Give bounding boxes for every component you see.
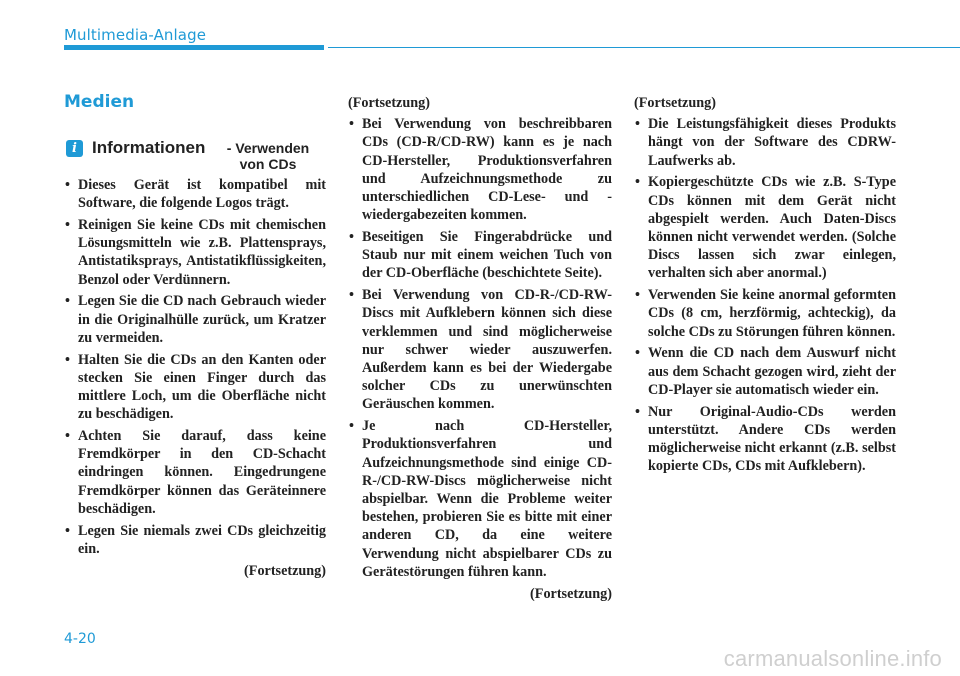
list-item: • Achten Sie darauf, dass keine Fremdkörper in den CD-Schacht eindringen können. Eingedrungene Fremdkörper können das Geräteinnere beschädigen. xyxy=(64,427,326,518)
list-item: • Verwenden Sie keine anormal geformten CDs (8 cm, herzförmig, achteckig), da solche CDs zu Störungen führen können. xyxy=(634,286,896,341)
list-item: • Reinigen Sie keine CDs mit chemischen Lösungsmitteln wie z.B. Plattensprays, Antistatiksprays, Antistatikflüssigkeiten, Benzol oder Verdünnern. xyxy=(64,216,326,289)
list-item: • Nur Original-Audio-CDs werden unterstützt. Andere CDs werden möglicherweise nicht erkannt (z.B. selbst kopierte CDs, CDs mit Aufklebern). xyxy=(634,403,896,476)
continued-heading: (Fortsetzung) xyxy=(348,95,430,111)
column-left xyxy=(64,176,326,580)
info-label: Informationen xyxy=(92,138,206,157)
list-item: • Die Leistungsfähigkeit dieses Produkts hängt von der Software des CDRW-Laufwerks ab. xyxy=(634,115,896,170)
watermark-text: carmanualsonline.info xyxy=(723,646,942,671)
list-item: • Kopiergeschützte CDs wie z.B. S-Type CDs können mit dem Gerät nicht abgespielt werden. Auch Daten-Discs können nicht verwendet werden. (Solche Discs lassen sich zwar einlegen, verhalten sich aber anormal.) xyxy=(634,173,896,282)
continued-note: (Fortsetzung) xyxy=(530,585,612,602)
list-item: • Bei Verwendung von beschreibbaren CDs (CD-R/CD-RW) kann es je nach CD-Hersteller, Produktionsverfahren und Aufzeichnungsmethode zu unterschiedlichen CD-Lese- und -wiedergabezeiten kommen. xyxy=(348,115,612,224)
info-subtitle xyxy=(218,140,318,172)
bullet-list xyxy=(634,115,896,475)
info-icon: i xyxy=(66,140,83,157)
bullet-list xyxy=(348,115,612,581)
info-subtitle-line2: von CDs xyxy=(239,156,297,172)
header-rule-line xyxy=(328,47,960,48)
continued-heading: (Fortsetzung) xyxy=(634,95,716,111)
list-item: • Halten Sie die CDs an den Kanten oder stecken Sie einen Finger durch das mittlere Loch, um die Oberfläche nicht zu beschädigen. xyxy=(64,351,326,424)
list-item: • Legen Sie die CD nach Gebrauch wieder in die Originalhülle zurück, um Kratzer zu vermeiden. xyxy=(64,292,326,347)
continued-note: (Fortsetzung) xyxy=(244,562,326,579)
bullet-list xyxy=(64,176,326,558)
list-item: • Beseitigen Sie Fingerabdrücke und Staub nur mit einem weichen Tuch von der CD-Oberfläche (beschichtete Seite). xyxy=(348,228,612,283)
section-title: Medien xyxy=(64,92,135,112)
info-subtitle-line1: - Verwenden xyxy=(226,140,310,156)
column-middle xyxy=(348,94,612,603)
info-heading xyxy=(66,136,328,176)
column-right xyxy=(634,94,896,479)
list-item: • Bei Verwendung von CD-R-/CD-RW-Discs mit Aufklebern können sich diese verklemmen und sind möglicherweise nur schwer wieder auszuwerfen. Außerdem kann es bei der Wiedergabe solcher CDs zu unerwünschten Geräuschen kommen. xyxy=(348,286,612,413)
list-item: • Wenn die CD nach dem Auswurf nicht aus dem Schacht gezogen wird, zieht der CD-Player sie automatisch wieder ein. xyxy=(634,344,896,399)
list-item: • Dieses Gerät ist kompatibel mit Software, die folgende Logos trägt. xyxy=(64,176,326,212)
list-item: • Legen Sie niemals zwei CDs gleichzeitig ein. xyxy=(64,522,326,558)
header-rule-accent xyxy=(64,45,324,50)
page-number: 4-20 xyxy=(64,631,96,647)
chapter-title: Multimedia-Anlage xyxy=(64,26,207,44)
list-item: • Je nach CD-Hersteller, Produktionsverfahren und Aufzeichnungsmethode sind einige CD-R-/CD-RW-Discs möglicherweise nicht abspielbar. Wenn die Probleme weiter bestehen, probieren Sie es bitte mit einer anderen CD, da eine weitere Verwendung nicht abspielbarer CDs zu Gerätestörungen führen kann. xyxy=(348,417,612,581)
